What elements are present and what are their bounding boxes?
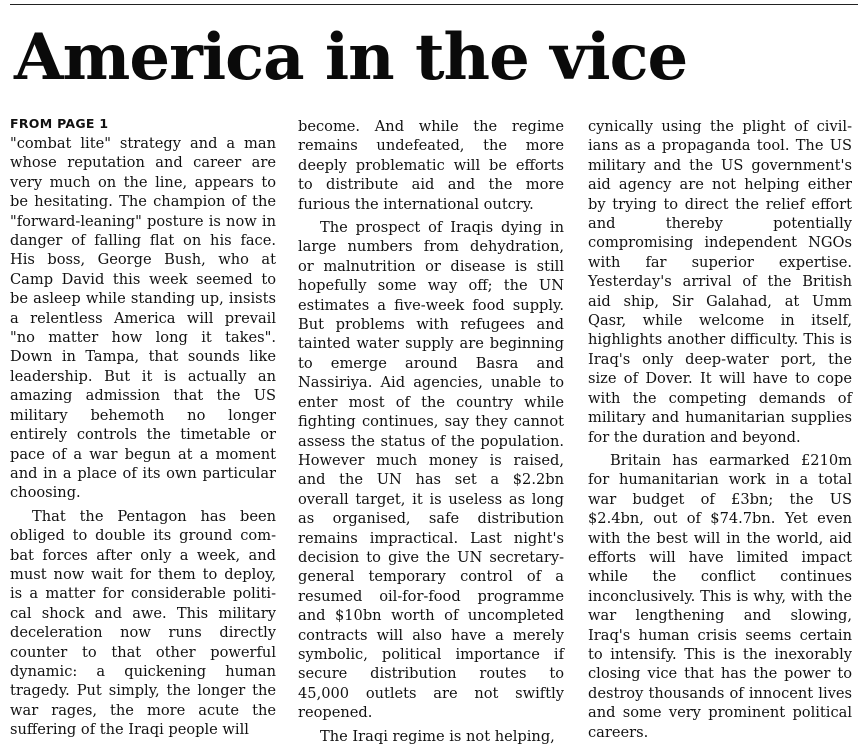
paragraph: That the Pentagon has been obliged to double its ground combat forces after only a week, and must now wait for them to deploy, is a matter for considerable political shock and awe. This military deceleration now runs directly counter to that other powerful dynamic: a quickening human tragedy. Put simply, the longer the war rages, the more acute the suffering of the Iraqi people will [10,507,276,739]
paragraph: cynically using the plight of civilians as a propaganda tool. The US military and the US government's aid agency are not helping either by trying to direct the relief effort and thereby potentially compromising independent NGOs with far superior expertise. Yesterday's arrival of the British aid ship, Sir Galahad, at Umm Qasr, while welcome in itself, highlights another difficulty. This is Iraq's only deep-water port, the size of Dover. It will have to cope with the competing demands of military and humanitarian supplies for the duration and beyond. [588,118,852,446]
paragraph: become. And while the regime remains undefeated, the more deeply problematic will be efforts to distribute aid and the more furious the international outcry. [298,118,564,213]
paragraph: The prospect of Iraqis dying in large numbers from dehydration, or malnutrition or disease is still hopefully some way off; the UN estimates a five-week food supply. But problems with refugees and tainted water supply are beginning to emerge around Basra and Nassiriya. Aid agencies, unable to enter most of the country while fighting continues, say they cannot assess the status of the population. However much money is raised, and the UN has set a $2.2bn overall target, it is useless as long as organised, safe distribution remains impractical. Last night's decision to give the UN secretary-general temporary control of a resumed oil-for-food programme and $10bn worth of uncompleted contracts will also have a merely symbolic, political importance if secure distribution routes to 45,000 outlets are not swiftly reopened. [298,219,564,722]
paragraph: The Iraqi regime is not helping, [320,727,555,745]
column-3 [588,117,852,742]
headline: America in the vice [14,20,688,95]
paragraph: Britain has earmarked £210m for humanitarian work in a total war budget of £3bn; the US $2.4bn, out of $74.7bn. Yet even with the best will in the world, aid efforts will have limited impact while the conflict continues inconclusively. This is why, with the war lengthening and slowing, Iraq's human crisis seems certain to intensify. This is the inexorably closing vice that has the power to destroy thousands of innocent lives and some very prominent political careers. [588,451,852,741]
top-rule [10,4,858,5]
kicker-from-page-1: FROM PAGE 1 [10,116,109,131]
column-2 [298,117,564,746]
column-1 [10,116,276,740]
paragraph: "combat lite" strategy and a man whose reputation and career are very much on the line, appears to be hesitating. The champion of the "forward-leaning" posture is now in danger of falling flat on his face. His boss, George Bush, who at Camp David this week seemed to be asleep while standing up, insists a relentless America will prevail "no matter how long it takes". Down in Tampa, that sounds like leadership. But it is actually an amazing admission that the US military behemoth no longer entirely controls the timetable or pace of a war begun at a moment and in a place of its own particular choosing. [10,135,276,502]
